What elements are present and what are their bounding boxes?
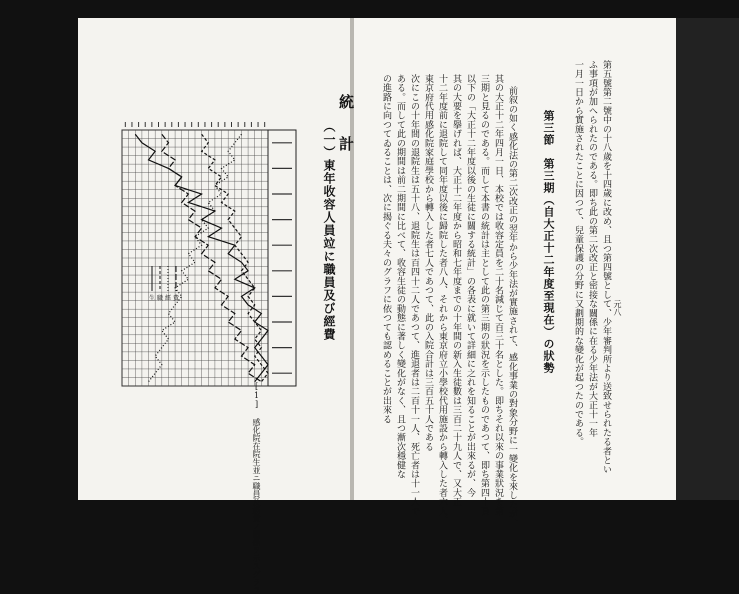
body-column-7: 東京府代用感化院家庭學校から轉入した者七人であつて、此の入院合計は三百五十人である — [423, 74, 433, 452]
legend-label: 職 — [157, 295, 164, 302]
body-column-5: 其の大要を擧げれば、大正十二年度から昭和七年度までの十年間の新入生徒數は三百二十九人で、又大正 — [451, 74, 461, 507]
body-column-1: 前叙の如く感化法の第二次改正の翌年から少年法が實施されて、感化事業の對象分野に一變化を來したが、 — [507, 86, 517, 528]
body-column-6: 十二年度前に退院して同年度以後に歸院した者八人、それから東京府立小學校代用施設から轉入した者六人、 — [437, 74, 447, 525]
body-column-3: 三期と見るのである。而して本書の統計は主として此の第三期の狀況を示したものであつて、即ち第四十頁 — [479, 74, 489, 516]
line-chart — [118, 116, 302, 406]
legend-label: 生 — [149, 295, 156, 302]
dark-margin — [676, 18, 739, 500]
body-column-8: 次にこの十年間の退院生は五十八、退院生は百四十二人であつて、進退者は二百十一人、死亡者は十一人で — [409, 74, 419, 516]
body-column-4: 以下の「大正十二年度以後の生徒に關する統計」の各表に就いて詳細に之れを知ることが出來るが、今 — [465, 74, 475, 498]
body-column-2: 其の大正十二年四月一日、本校では收容定員を二十名減じて百三十名とした。即ちそれ以來の事業狀況を第 — [493, 74, 503, 516]
subsection-title: （一）東年收容人員竝に職員及び經費 — [322, 120, 336, 341]
legend-label: 費 — [173, 295, 180, 302]
section-title: 統 計 — [337, 94, 355, 157]
section-heading: 第三節 第三期（自大正十二年度至現在）の狀勢 — [542, 110, 555, 374]
legend-label: 經 — [165, 295, 172, 302]
page-number: 元八 — [613, 300, 622, 316]
header-column-1: 第五號第二號中の十八歲を十四歲に改め、且つ第四號として、少年審判所より送致せられたる者とい — [601, 60, 611, 474]
body-column-10: の進路に向つてゐることは、次に揭ぐる夫々のグラフに依つても認めることが出來る — [381, 74, 391, 424]
header-column-3: 一月一日から實施されたことに因つて、兒童保護の分野に又劃期的な變化が起つたのである。 — [573, 60, 583, 447]
header-column-2: ふ事項が加へられたのである。即ち此の第二次改正と密接な關係に在る少年法が大正十一年 — [587, 60, 597, 438]
body-column-9: ある。而して此の期間は前二期間に比べて、收容生徒の動態に著しく變化がなく、且つ漸次穩健な — [395, 74, 405, 479]
chart-caption: [1] 感化院在院生並ニ職員及經費ノ關係ヲ示スグラフ — [252, 382, 261, 594]
